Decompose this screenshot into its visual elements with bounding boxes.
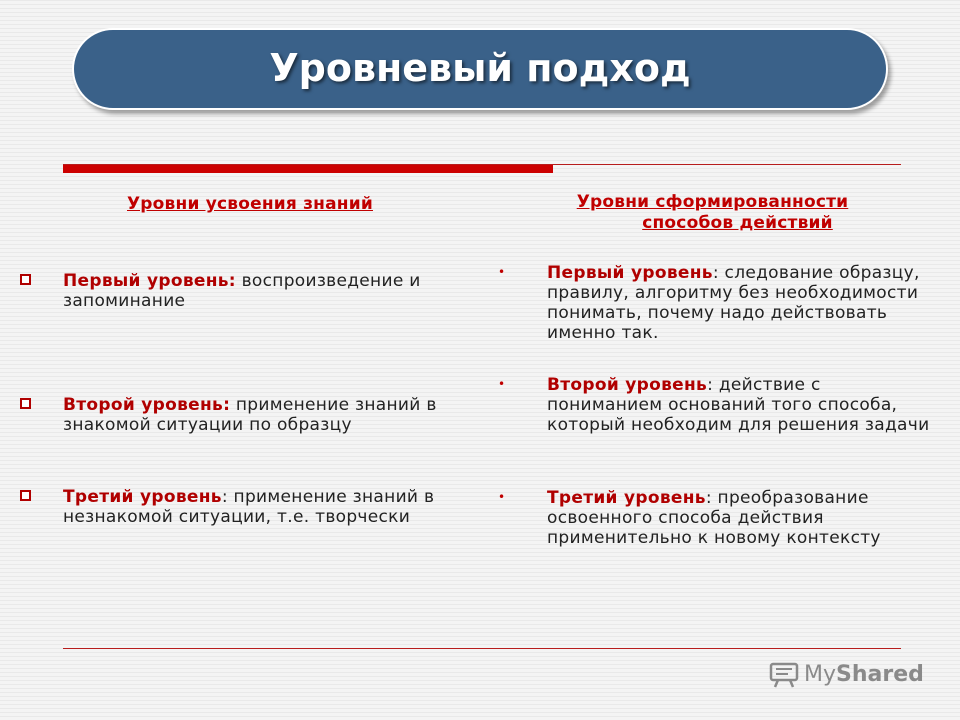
square-bullet-icon <box>20 490 31 501</box>
dot-bullet-icon: • <box>498 265 506 279</box>
left-item-2-text: применение знаний в знакомой ситуации по образцу <box>63 395 437 435</box>
left-item-3 <box>63 487 483 527</box>
right-item-1-label: Первый уровень <box>547 263 713 283</box>
red-divider <box>63 164 553 173</box>
dot-bullet-icon: • <box>498 377 506 391</box>
right-item-3 <box>547 488 932 548</box>
left-item-3-text: : применение знаний в незнакомой ситуации, т.е. творчески <box>63 487 435 527</box>
right-heading-line-1: Уровни сформированности <box>576 192 849 212</box>
right-column-heading <box>540 192 885 234</box>
right-item-2-text: : действие с пониманием оснований того способа, который необходим для решения задачи <box>547 375 930 435</box>
watermark-part-2: Shared <box>836 662 924 687</box>
page-title: Уровневый подход <box>269 46 691 90</box>
square-bullet-icon <box>20 398 31 409</box>
watermark-part-1: My <box>804 662 837 687</box>
right-item-2-label: Второй уровень <box>547 375 708 395</box>
top-thin-divider <box>63 164 901 165</box>
right-item-3-text: : преобразование освоенного способа действия применительно к новому контексту <box>547 488 881 548</box>
left-item-1-label: Первый уровень: <box>63 271 236 291</box>
watermark-text <box>804 660 924 690</box>
right-item-2 <box>547 375 932 435</box>
left-item-2 <box>63 395 463 435</box>
left-column-heading: Уровни усвоения знаний <box>127 194 373 214</box>
right-heading-line-2: способов действий <box>642 213 833 233</box>
left-item-1 <box>63 271 493 311</box>
right-item-1-text: : следование образцу, правилу, алгоритму без необходимости понимать, почему надо действовать именно так. <box>547 263 920 343</box>
left-item-3-label: Третий уровень <box>63 487 222 507</box>
right-item-1 <box>547 263 937 343</box>
dot-bullet-icon: • <box>498 490 506 504</box>
square-bullet-icon <box>20 274 31 285</box>
right-item-3-label: Третий уровень <box>547 488 706 508</box>
left-item-2-label: Второй уровень: <box>63 395 231 415</box>
bottom-thin-divider <box>63 648 901 649</box>
mysahred-logo-icon <box>768 660 800 690</box>
left-item-1-text: воспроизведение и запоминание <box>63 271 421 311</box>
